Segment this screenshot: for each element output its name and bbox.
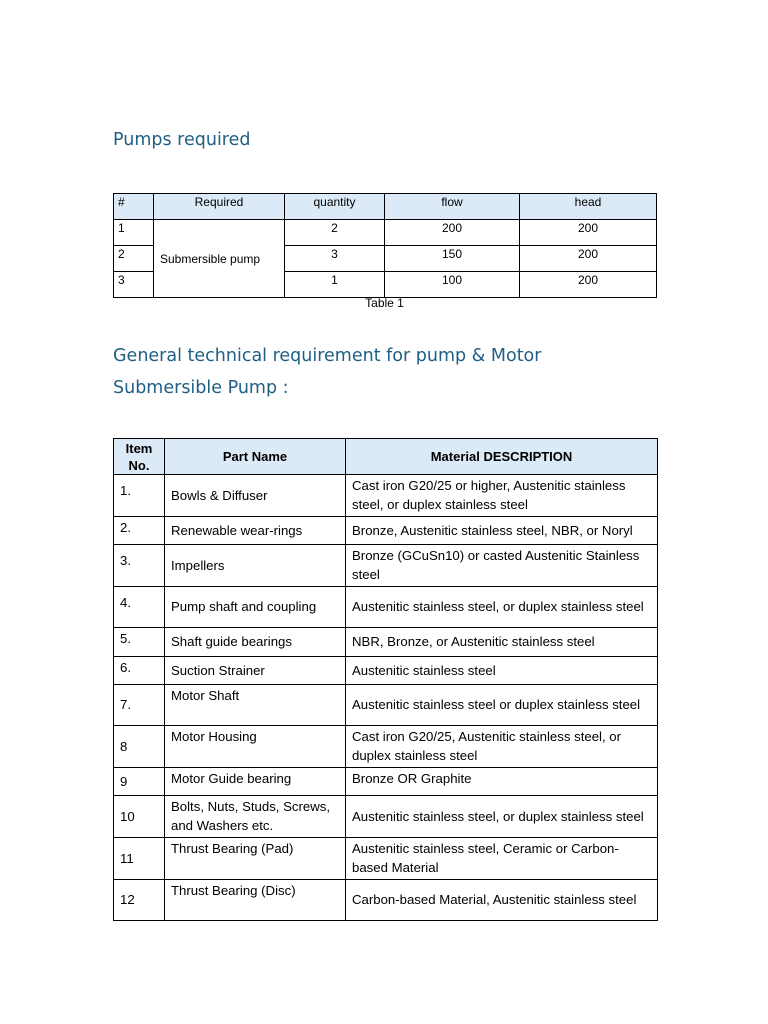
- item-number: 3.: [114, 545, 165, 587]
- header-item-no-line1: Item: [125, 440, 153, 456]
- table-row: [114, 587, 658, 628]
- material-description: Austenitic stainless steel: [346, 657, 658, 685]
- header-head: head: [520, 194, 657, 220]
- material-description: Carbon-based Material, Austenitic stainless steel: [346, 880, 658, 921]
- part-name: Bowls & Diffuser: [165, 475, 346, 517]
- quantity-cell: 1: [285, 272, 385, 298]
- header-item-no: [114, 439, 165, 475]
- part-name: Thrust Bearing (Disc): [165, 880, 346, 921]
- quantity-cell: 2: [285, 220, 385, 246]
- heading-pumps-required: Pumps required: [113, 130, 251, 150]
- table-row: [114, 838, 658, 880]
- material-description: Cast iron G20/25, Austenitic stainless steel, or duplex stainless steel: [346, 726, 658, 768]
- head-cell: 200: [520, 272, 657, 298]
- header-material: Material DESCRIPTION: [346, 439, 658, 475]
- row-number: 2: [114, 246, 154, 272]
- row-number: 1: [114, 220, 154, 246]
- table-row: [114, 517, 658, 545]
- part-name: Motor Shaft: [165, 685, 346, 726]
- pumps-table-header-row: [114, 194, 657, 220]
- flow-cell: 100: [385, 272, 520, 298]
- quantity-cell: 3: [285, 246, 385, 272]
- head-cell: 200: [520, 246, 657, 272]
- material-description: Austenitic stainless steel, Ceramic or Carbon-based Material: [346, 838, 658, 880]
- parts-table: [113, 438, 658, 921]
- item-number: 8: [114, 726, 165, 768]
- part-name: Renewable wear-rings: [165, 517, 346, 545]
- heading-submersible-pump: Submersible Pump :: [113, 378, 289, 398]
- table-row: [114, 796, 658, 838]
- item-number: 6.: [114, 657, 165, 685]
- parts-table-header-row: [114, 439, 658, 475]
- part-name: Suction Strainer: [165, 657, 346, 685]
- part-name: Pump shaft and coupling: [165, 587, 346, 628]
- item-number: 4.: [114, 587, 165, 628]
- part-name: Bolts, Nuts, Studs, Screws, and Washers etc.: [165, 796, 346, 838]
- head-cell: 200: [520, 220, 657, 246]
- item-number: 9: [114, 768, 165, 796]
- pumps-table: [113, 193, 657, 298]
- material-description: Bronze OR Graphite: [346, 768, 658, 796]
- material-description: Bronze, Austenitic stainless steel, NBR, or Noryl: [346, 517, 658, 545]
- item-number: 12: [114, 880, 165, 921]
- table-row: [114, 726, 658, 768]
- required-cell: Submersible pump: [154, 220, 285, 298]
- table-row: [114, 657, 658, 685]
- header-quantity: quantity: [285, 194, 385, 220]
- material-description: Austenitic stainless steel, or duplex stainless steel: [346, 796, 658, 838]
- item-number: 1.: [114, 475, 165, 517]
- row-number: 3: [114, 272, 154, 298]
- table-row: [114, 220, 657, 246]
- flow-cell: 150: [385, 246, 520, 272]
- table-row: [114, 628, 658, 657]
- item-number: 7.: [114, 685, 165, 726]
- header-part-name: Part Name: [165, 439, 346, 475]
- header-item-no-line2: No.: [128, 457, 150, 473]
- header-flow: flow: [385, 194, 520, 220]
- material-description: Bronze (GCuSn10) or casted Austenitic Stainless steel: [346, 545, 658, 587]
- table-caption: Table 1: [365, 296, 404, 310]
- table-row: [114, 475, 658, 517]
- table-row: [114, 685, 658, 726]
- header-required: Required: [154, 194, 285, 220]
- part-name: Motor Housing: [165, 726, 346, 768]
- table-row: [114, 880, 658, 921]
- part-name: Thrust Bearing (Pad): [165, 838, 346, 880]
- heading-general-requirement: General technical requirement for pump & Motor: [113, 346, 542, 366]
- part-name: Shaft guide bearings: [165, 628, 346, 657]
- material-description: Austenitic stainless steel, or duplex stainless steel: [346, 587, 658, 628]
- item-number: 2.: [114, 517, 165, 545]
- material-description: NBR, Bronze, or Austenitic stainless steel: [346, 628, 658, 657]
- part-name: Motor Guide bearing: [165, 768, 346, 796]
- material-description: Austenitic stainless steel or duplex stainless steel: [346, 685, 658, 726]
- header-number: #: [114, 194, 154, 220]
- part-name: Impellers: [165, 545, 346, 587]
- material-description: Cast iron G20/25 or higher, Austenitic stainless steel, or duplex stainless steel: [346, 475, 658, 517]
- flow-cell: 200: [385, 220, 520, 246]
- item-number: 11: [114, 838, 165, 880]
- table-row: [114, 545, 658, 587]
- item-number: 5.: [114, 628, 165, 657]
- item-number: 10: [114, 796, 165, 838]
- table-row: [114, 768, 658, 796]
